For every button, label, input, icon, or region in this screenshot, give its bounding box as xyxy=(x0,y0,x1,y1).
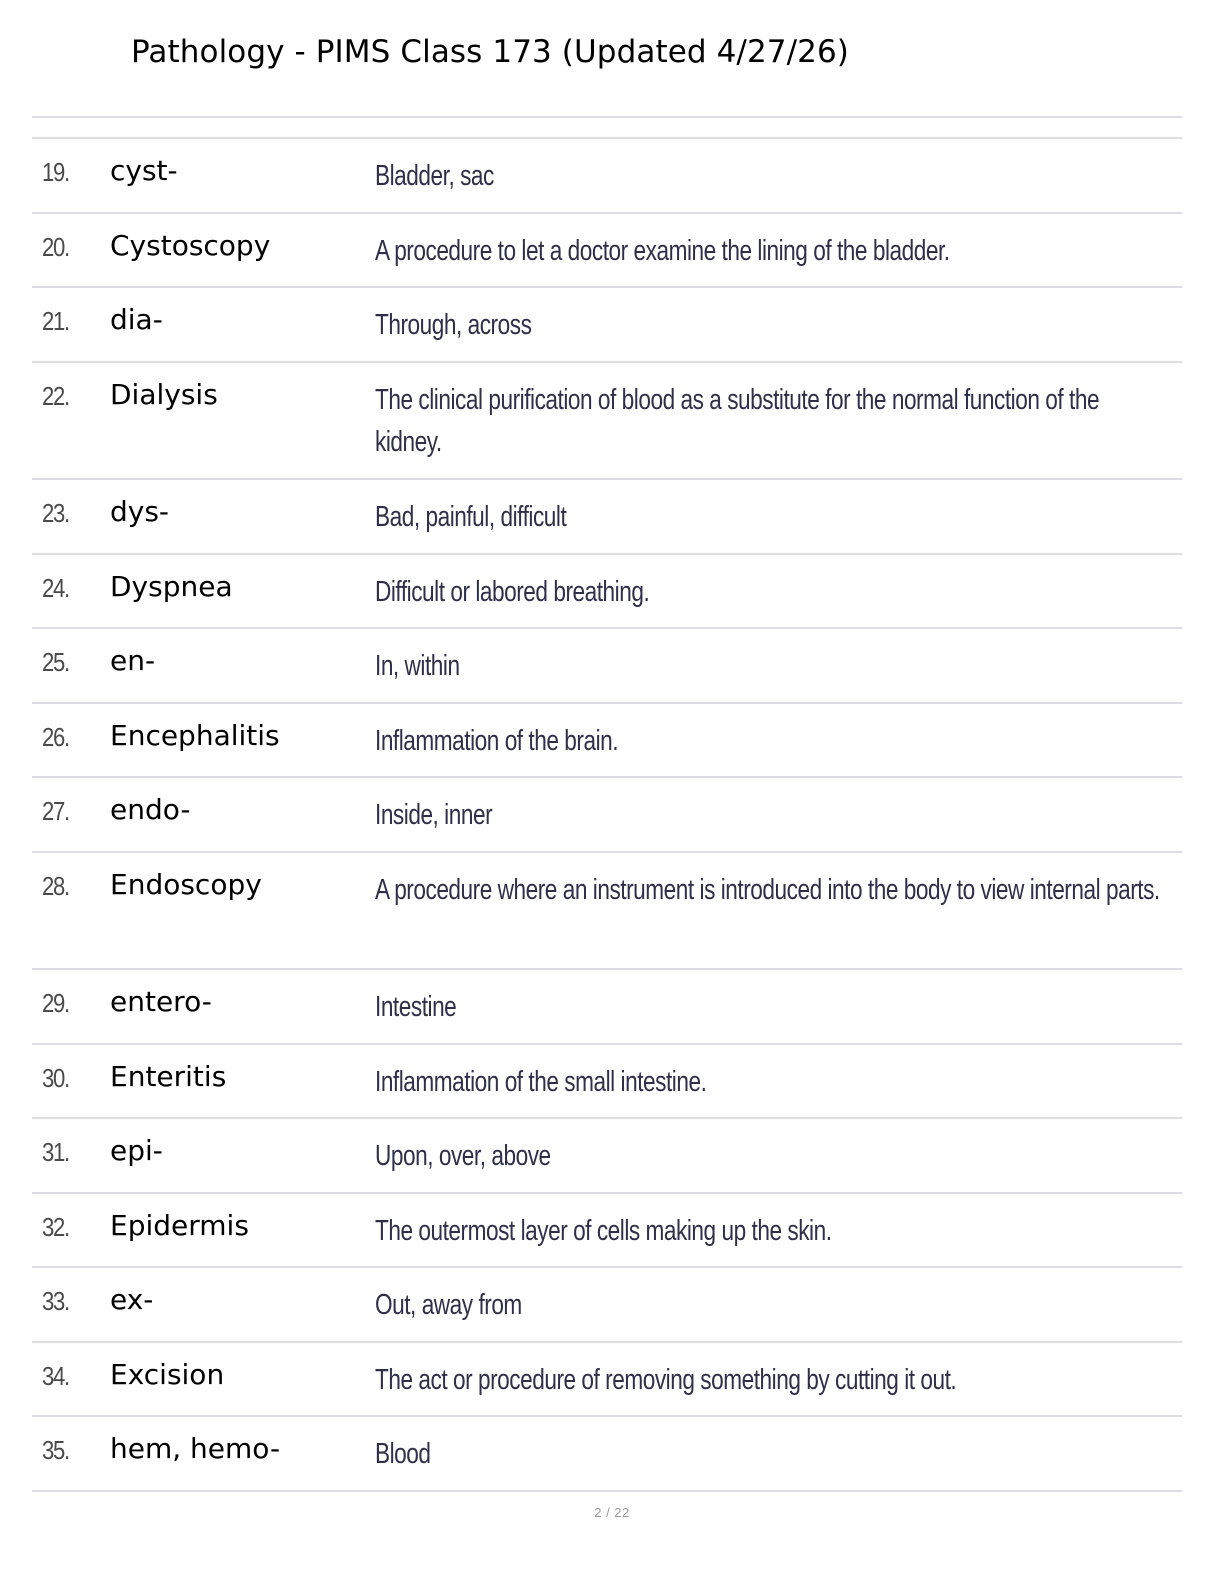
term-definition: The outermost layer of cells making up the skin. xyxy=(375,1214,832,1247)
table-row xyxy=(32,1045,1182,1120)
term-definition: Bladder, sac xyxy=(375,160,494,192)
term-definition: Through, across xyxy=(375,309,532,341)
table-row xyxy=(32,214,1182,289)
row-number: 21. xyxy=(42,306,69,336)
table-row xyxy=(32,1194,1182,1269)
table-row xyxy=(32,1268,1182,1343)
table-row xyxy=(32,139,1182,214)
page-number: 2 / 22 xyxy=(594,1505,630,1520)
page-title: Pathology - PIMS Class 173 (Updated 4/27/26) xyxy=(131,34,850,70)
term-label: dys- xyxy=(110,495,170,528)
term-definition: Inside, inner xyxy=(375,799,493,831)
term-definition: The act or procedure of removing something by cutting it out. xyxy=(375,1363,957,1396)
term-definition: In, within xyxy=(375,650,460,682)
row-number: 20. xyxy=(42,231,69,262)
row-number: 31. xyxy=(42,1137,69,1167)
row-number: 29. xyxy=(42,988,69,1018)
table-row xyxy=(32,629,1182,704)
term-label: entero- xyxy=(110,985,212,1018)
term-label: endo- xyxy=(110,793,191,826)
term-label: Endoscopy xyxy=(110,867,262,901)
row-number: 23. xyxy=(42,498,69,528)
term-label: dia- xyxy=(110,303,163,336)
row-number: 28. xyxy=(42,870,69,901)
row-number: 19. xyxy=(42,157,69,187)
term-definition: A procedure where an instrument is introduced into the body to view internal parts. xyxy=(375,873,1160,906)
table-row xyxy=(32,704,1182,779)
term-definition: Out, away from xyxy=(375,1289,522,1321)
row-number: 35. xyxy=(42,1435,69,1465)
term-definition: Inflammation of the brain. xyxy=(375,724,619,757)
term-definition: Bad, painful, difficult xyxy=(375,501,567,533)
term-definition: The clinical purification of blood as a substitute for the normal function of the kidney. xyxy=(375,383,1100,458)
table-row xyxy=(32,555,1182,630)
row-number: 26. xyxy=(42,721,69,752)
term-label: hem, hemo- xyxy=(110,1432,281,1465)
row-number: 27. xyxy=(42,796,69,826)
term-definition: Blood xyxy=(375,1438,431,1470)
row-number: 32. xyxy=(42,1211,69,1242)
term-label: Dyspnea xyxy=(110,569,233,603)
table-row xyxy=(32,1417,1182,1492)
term-label: Enteritis xyxy=(110,1059,227,1093)
row-number: 33. xyxy=(42,1286,69,1316)
term-definition: A procedure to let a doctor examine the lining of the bladder. xyxy=(375,234,950,267)
term-definition: Upon, over, above xyxy=(375,1140,551,1172)
term-label: Dialysis xyxy=(110,377,218,411)
table-row xyxy=(32,970,1182,1045)
term-definition: Intestine xyxy=(375,991,457,1023)
term-label: Epidermis xyxy=(110,1208,249,1242)
term-label: epi- xyxy=(110,1134,163,1167)
term-label: Encephalitis xyxy=(110,718,280,752)
row-number: 30. xyxy=(42,1062,69,1093)
table-row xyxy=(32,778,1182,853)
row-number: 25. xyxy=(42,647,69,677)
term-label: cyst- xyxy=(110,154,178,187)
row-number: 34. xyxy=(42,1360,69,1391)
table-row xyxy=(32,853,1182,971)
header-divider xyxy=(32,116,1182,118)
terms-table xyxy=(32,139,1182,1492)
table-row xyxy=(32,363,1182,481)
row-number: 24. xyxy=(42,572,69,603)
table-row xyxy=(32,1119,1182,1194)
table-row xyxy=(32,288,1182,363)
term-definition: Inflammation of the small intestine. xyxy=(375,1065,707,1098)
table-row xyxy=(32,1343,1182,1418)
row-number: 22. xyxy=(42,380,69,411)
term-label: en- xyxy=(110,644,156,677)
term-label: Cystoscopy xyxy=(110,228,271,262)
term-definition: Difficult or labored breathing. xyxy=(375,575,650,608)
term-label: Excision xyxy=(110,1357,225,1391)
table-row xyxy=(32,480,1182,555)
term-label: ex- xyxy=(110,1283,154,1316)
